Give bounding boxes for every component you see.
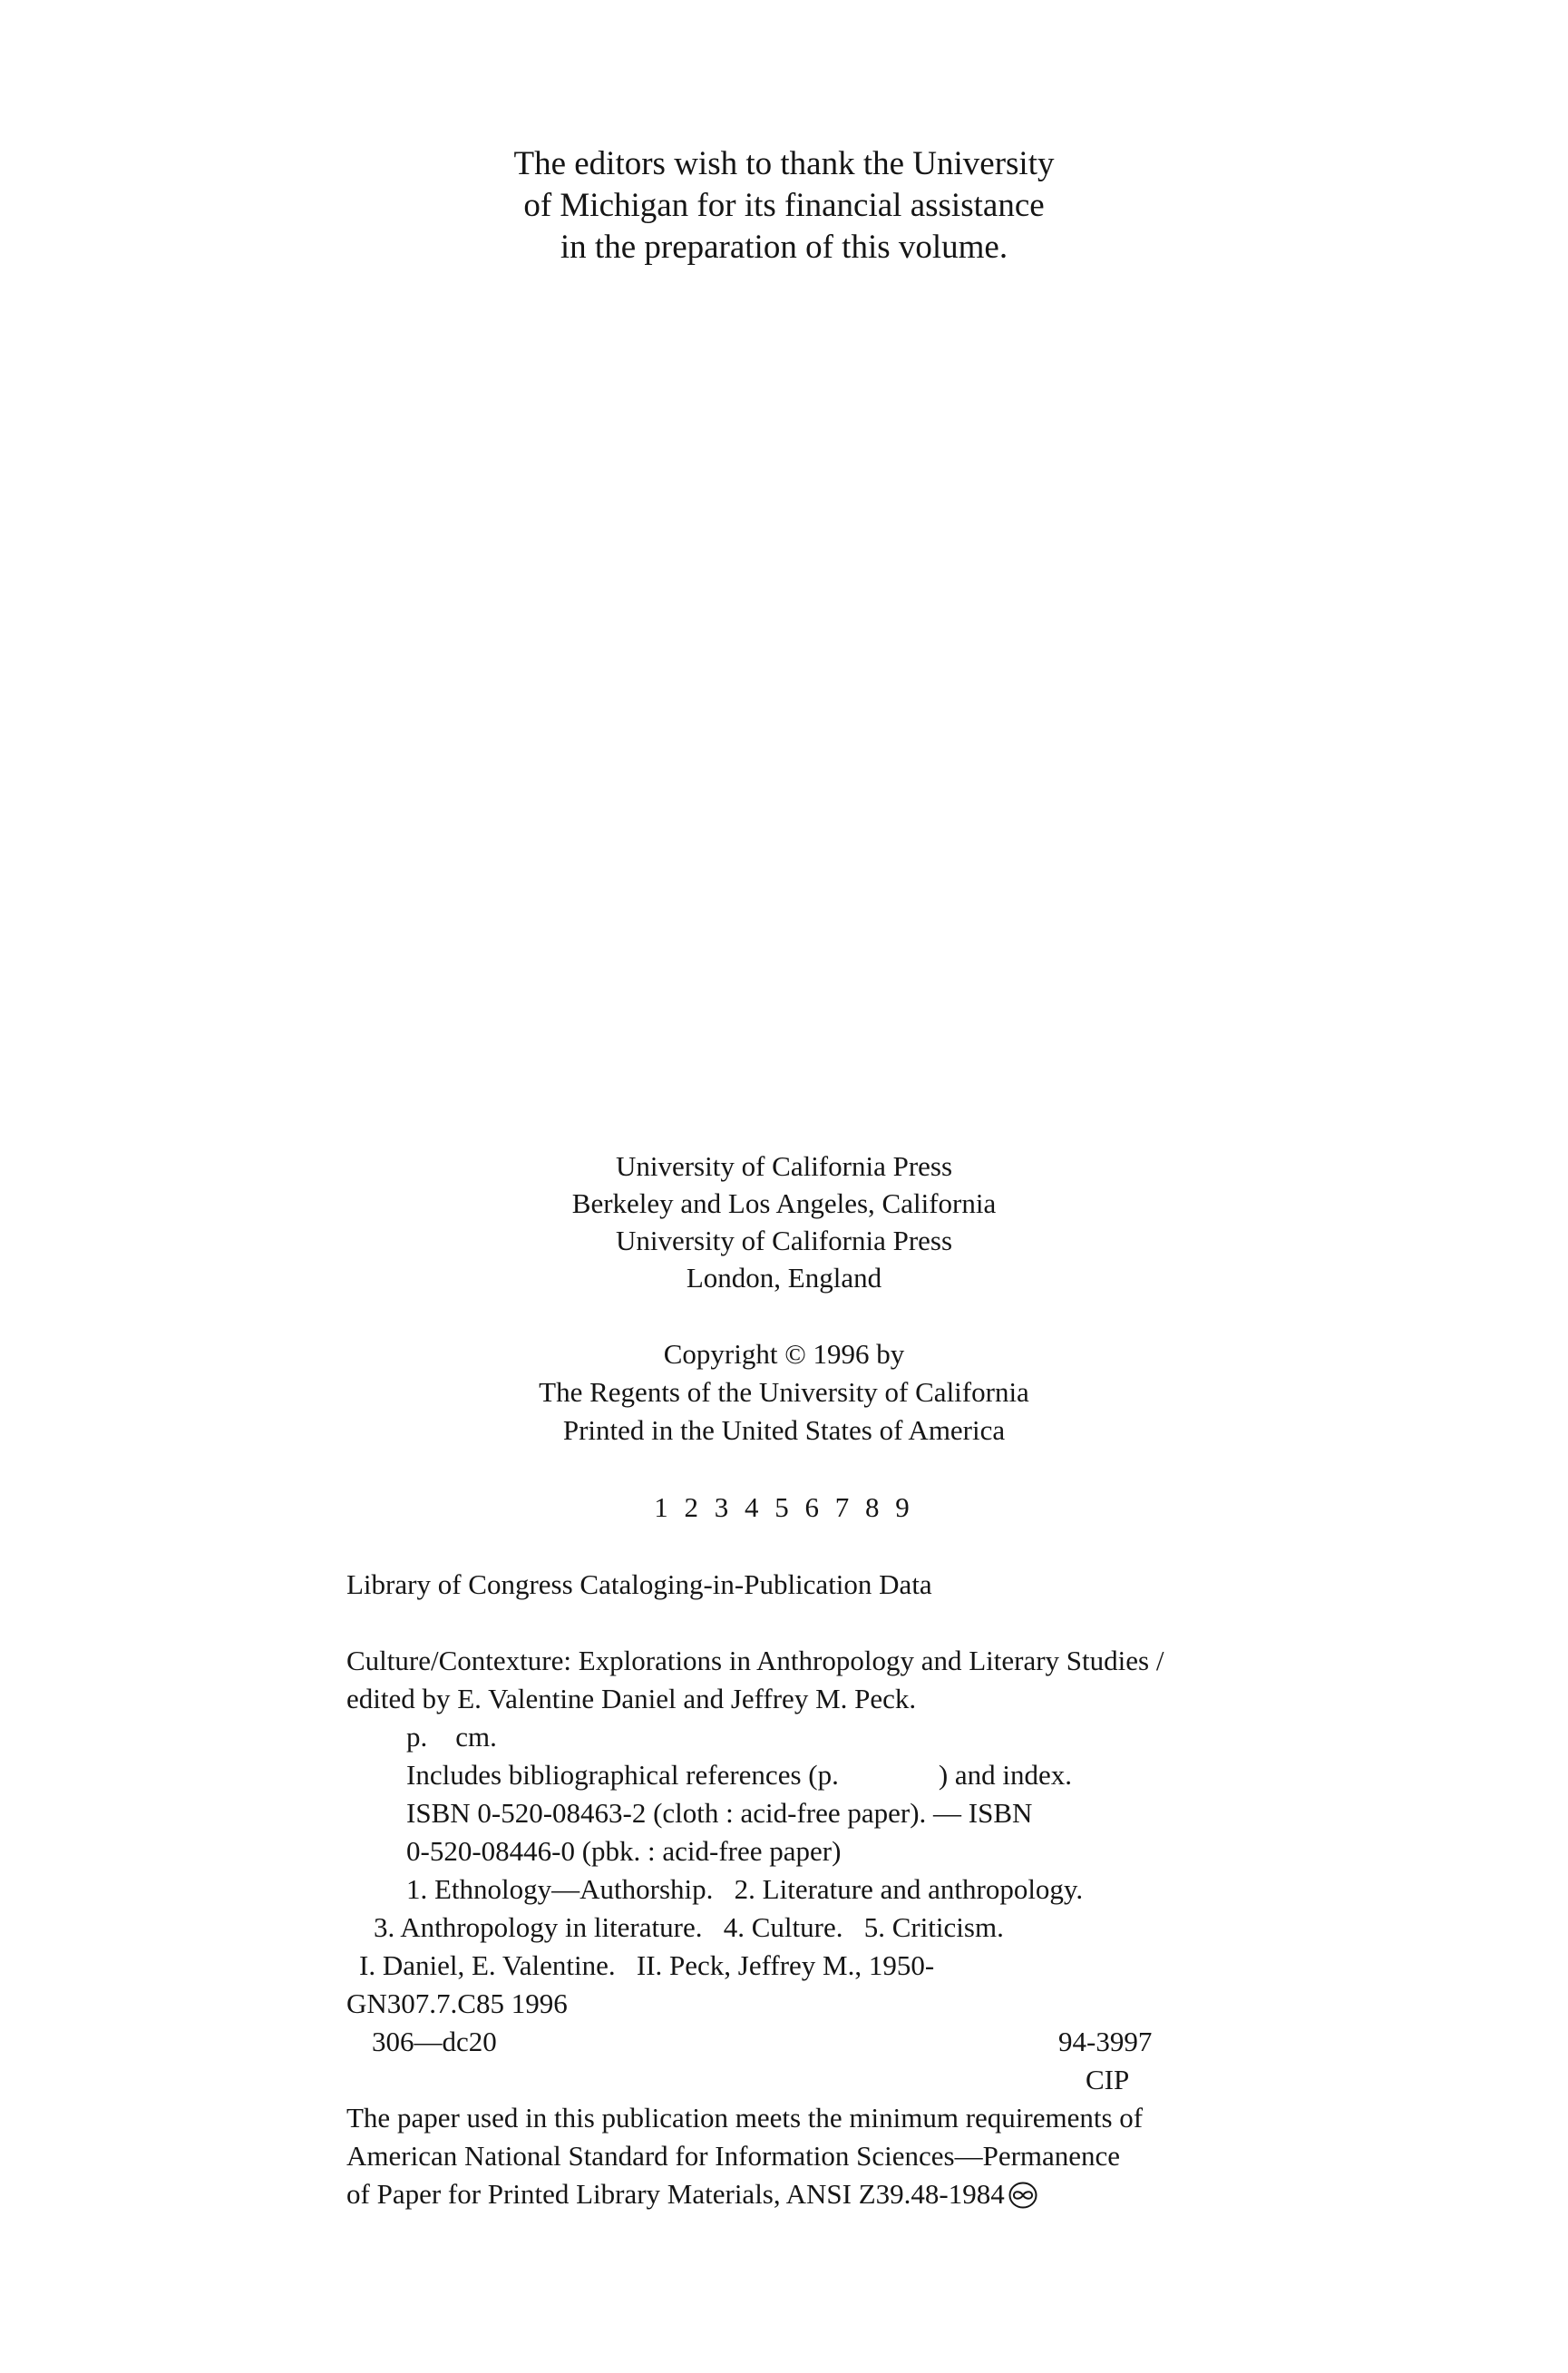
copyright-block <box>0 1335 1568 1450</box>
cip-data <box>346 1566 1326 2213</box>
paper-notice-line-2: American National Standard for Information Sciences—Permanence <box>346 2140 1121 2172</box>
publisher-line-2: Berkeley and Los Angeles, California <box>571 1187 997 1219</box>
cip-isbn-line-2: 0-520-08446-0 (pbk. : acid-free paper) <box>406 1835 842 1867</box>
cip-title-line-1: Culture/Contexture: Explorations in Anthropology and Literary Studies / <box>346 1645 1164 1676</box>
acknowledgement <box>0 143 1568 269</box>
paper-notice-line-1: The paper used in this publication meets the minimum requirements of <box>346 2102 1144 2134</box>
cip-editors-line: I. Daniel, E. Valentine. II. Peck, Jeffrey M., 1950- <box>359 1949 935 1981</box>
cip-bibliography-prefix: Includes bibliographical references (p. <box>406 1759 839 1791</box>
cip-title-line-2: edited by E. Valentine Daniel and Jeffrey M. Peck. <box>346 1683 917 1714</box>
copyright-line-1: Copyright © 1996 by <box>663 1338 905 1370</box>
publisher-block <box>0 1147 1568 1296</box>
acknowledgement-line-2: of Michigan for its financial assistance <box>523 187 1045 224</box>
copyright-line-2: The Regents of the University of California <box>539 1376 1029 1408</box>
acknowledgement-line-1: The editors wish to thank the University <box>513 145 1055 182</box>
cip-bibliography-suffix: ) and index. <box>938 1759 1073 1791</box>
cip-dewey: 306—dc20 <box>372 2026 497 2057</box>
cip-heading: Library of Congress Cataloging-in-Publication Data <box>346 1568 932 1600</box>
cip-isbn-line-1: ISBN 0-520-08463-2 (cloth : acid-free paper). — ISBN <box>406 1797 1033 1829</box>
paper-notice-line-3-row <box>346 2175 1326 2213</box>
acknowledgement-line-3: in the preparation of this volume. <box>560 229 1008 266</box>
publisher-line-3: University of California Press <box>615 1225 953 1256</box>
cip-physical-description: p. cm. <box>406 1721 497 1753</box>
copyright-line-3: Printed in the United States of America <box>562 1414 1006 1446</box>
publisher-line-4: London, England <box>686 1262 882 1294</box>
paper-notice-line-3: of Paper for Printed Library Materials, ANSI Z39.48-1984 <box>346 2178 1005 2210</box>
cip-lccn: 94-3997 <box>1058 2026 1153 2057</box>
cip-bibliography-note <box>346 1756 1326 1794</box>
printing-line: 1 2 3 4 5 6 7 8 9 <box>654 1491 914 1523</box>
cip-subjects-line-2: 3. Anthropology in literature. 4. Culture. 5. Criticism. <box>374 1911 1004 1943</box>
cip-classification-row <box>346 2023 1326 2061</box>
cip-call-number: GN307.7.C85 1996 <box>346 1987 568 2019</box>
cip-subjects-line-1: 1. Ethnology—Authorship. 2. Literature and anthropology. <box>406 1873 1084 1905</box>
cip-label-row <box>346 2061 1326 2099</box>
publisher-line-1: University of California Press <box>615 1150 953 1182</box>
paper-notice <box>346 2099 1326 2213</box>
infinity-circle-icon <box>1008 2181 1037 2208</box>
cip-label: CIP <box>1086 2064 1130 2095</box>
